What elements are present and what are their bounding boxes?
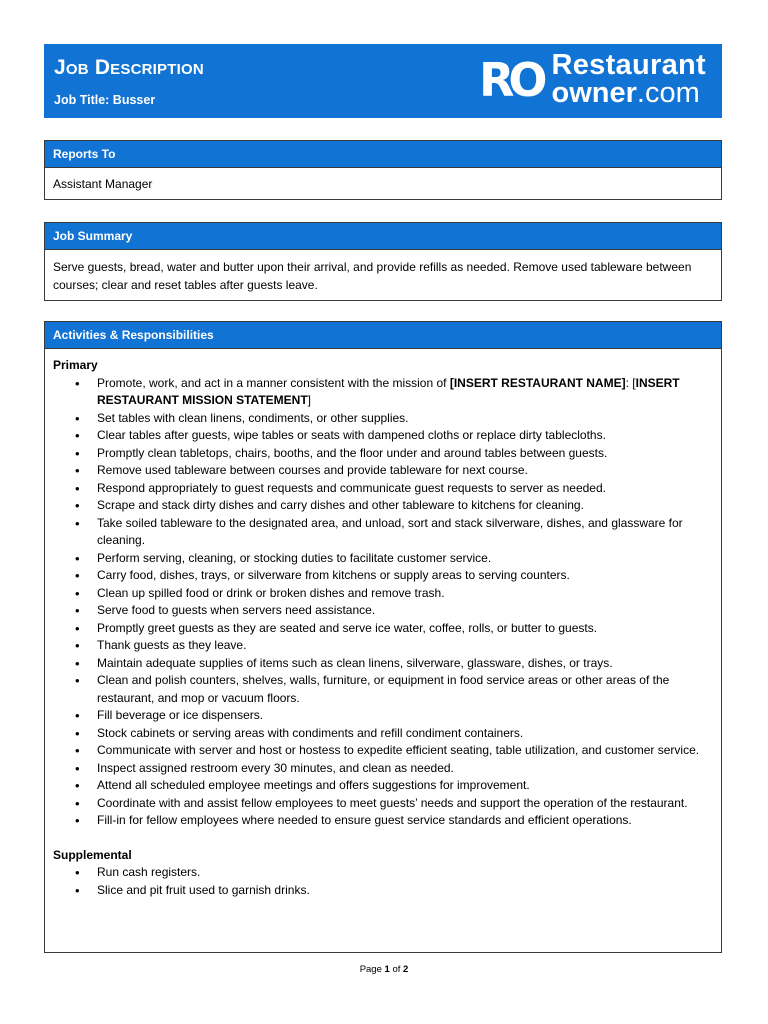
list-item: • Scrape and stack dirty dishes and carry dishes and other tableware to kitchens for cleaning. — [53, 497, 713, 515]
restaurant-owner-logo — [478, 49, 706, 109]
page-footer — [0, 964, 768, 975]
list-item: • Run cash registers. — [53, 864, 713, 882]
list-item: • Remove used tableware between courses and provide tableware for next course. — [53, 462, 713, 480]
reports-to-heading: Reports To — [45, 141, 721, 168]
job-title: Job Title: Busser — [54, 93, 156, 107]
list-item: • Take soiled tableware to the designated area, and unload, sort and stack silverware, dishes, and glassware for cleaning. — [53, 515, 713, 550]
logo-line-1: Restaurant — [551, 49, 706, 82]
list-item: • Stock cabinets or serving areas with condiments and refill condiment containers. — [53, 725, 713, 743]
list-item: • Fill beverage or ice dispensers. — [53, 707, 713, 725]
list-item: • Serve food to guests when servers need assistance. — [53, 602, 713, 620]
list-item: • Carry food, dishes, trays, or silverware from kitchens or supply areas to serving counters. — [53, 567, 713, 585]
job-summary-heading: Job Summary — [45, 223, 721, 250]
list-item: • Respond appropriately to guest requests and communicate guest requests to server as needed. — [53, 480, 713, 498]
page-total: 2 — [403, 964, 409, 975]
list-item: • Communicate with server and host or hostess to expedite efficient seating, table utilization, and customer service. — [53, 742, 713, 760]
primary-label: Primary — [53, 358, 98, 372]
logo-wordmark — [551, 49, 707, 109]
list-item: • Perform serving, cleaning, or stocking duties to facilitate customer service. — [53, 550, 713, 568]
insert-restaurant-name: [INSERT RESTAURANT NAME] — [449, 375, 626, 390]
list-item: • Attend all scheduled employee meetings and offers suggestions for improvement. — [53, 777, 713, 795]
list-item: • Inspect assigned restroom every 30 minutes, and clean as needed. — [53, 760, 713, 778]
reports-to-text: Assistant Manager — [53, 177, 153, 191]
mission-sep: : [ — [625, 375, 636, 390]
list-item: • Set tables with clean linens, condiments, or other supplies. — [53, 410, 713, 428]
activities-body — [45, 349, 721, 905]
spacer — [53, 830, 713, 847]
list-item: • Coordinate with and assist fellow employees to meet guests’ needs and support the operation of the restaurant. — [53, 795, 713, 813]
page-current: 1 — [384, 964, 390, 975]
supplemental-label: Supplemental — [53, 847, 132, 862]
list-item: • Promptly clean tabletops, chairs, booths, and the floor under and around tables between guests. — [53, 445, 713, 463]
document-header — [44, 44, 722, 118]
list-item: • Thank guests as they leave. — [53, 637, 713, 655]
list-item: • Promptly greet guests as they are seated and serve ice water, coffee, rolls, or butter to guests. — [53, 620, 713, 638]
activities-heading: Activities & Responsibilities — [45, 322, 721, 349]
list-item: • Clear tables after guests, wipe tables or seats with dampened cloths or replace dirty tablecloths. — [53, 427, 713, 445]
primary-list — [53, 375, 713, 830]
job-summary-text: Serve guests, bread, water and butter upon their arrival, and provide refills as needed. Remove used tableware between courses; clear and reset tables after guests leave. — [53, 260, 692, 292]
list-item: • Clean and polish counters, shelves, walls, furniture, or equipment in food service areas or other areas of the restaurant, and mop or vacuum floors. — [53, 672, 713, 707]
page-word: Page — [359, 964, 385, 975]
list-item: • Slice and pit fruit used to garnish drinks. — [53, 882, 713, 900]
mission-text: Promote, work, and act in a manner consistent with the mission of — [97, 375, 450, 390]
insert-mission-statement: INSERT RESTAURANT MISSION STATEMENT — [97, 375, 680, 407]
document-title: Job Description — [54, 56, 204, 79]
logo-owner: owner — [551, 77, 637, 109]
logo-domain: .com — [636, 77, 700, 109]
of-word: of — [389, 964, 404, 975]
reports-to-section — [44, 140, 722, 200]
mission-close: ] — [307, 393, 312, 407]
job-summary-section — [44, 222, 722, 301]
supplemental-list — [53, 864, 713, 899]
list-item: • Fill-in for fellow employees where needed to ensure guest service standards and efficient operations. — [53, 812, 713, 830]
activities-section — [44, 321, 722, 953]
list-item: • Clean up spilled food or drink or broken dishes and remove trash. — [53, 585, 713, 603]
list-item — [53, 375, 713, 410]
list-item: • Maintain adequate supplies of items such as clean linens, silverware, glassware, dishes, or trays. — [53, 655, 713, 673]
logo-mark: RO — [478, 53, 542, 107]
logo-line-2 — [551, 77, 707, 109]
